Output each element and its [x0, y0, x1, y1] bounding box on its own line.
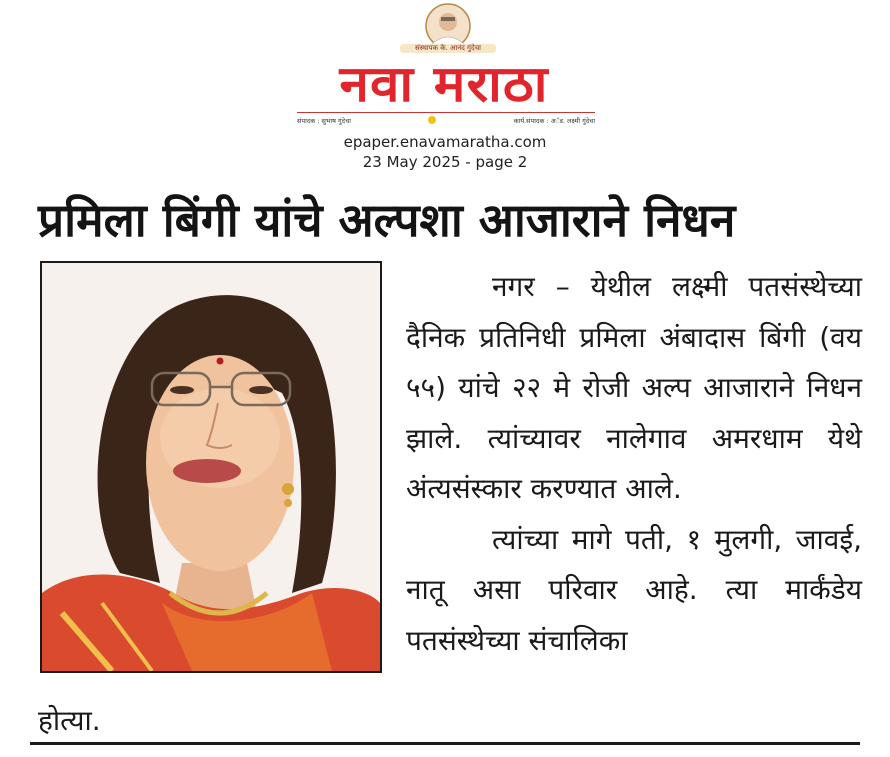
- editor-strip: [297, 112, 595, 127]
- woman-portrait-icon: [42, 263, 380, 671]
- page-divider: [30, 742, 860, 745]
- lotus-emblem-icon: [428, 116, 436, 124]
- article-body: [406, 262, 862, 666]
- editor-left: संपादक : सुभाष गुंदेचा: [297, 116, 351, 125]
- newspaper-logo: नवा मराठा: [339, 55, 549, 113]
- founder-portrait-icon: [400, 2, 496, 62]
- article-headline: प्रमिला बिंगी यांचे अल्पशा आजाराने निधन: [38, 193, 736, 247]
- newspaper-masthead: [0, 0, 890, 178]
- article-paragraph-1: नगर – येथील लक्ष्मी पतसंस्थेच्या दैनिक प्रतिनिधी प्रमिला अंबादास बिंगी (वय ५५) यांचे २२ मे रोजी अल्प आजाराने निधन झाले. त्यांच्यावर नालेगाव अमरधाम येथे अंत्यसंस्कार करण्यात आले.: [406, 270, 862, 505]
- edition-date: 23 May 2025 - page 2: [362, 153, 528, 171]
- founder-caption: संस्थापक के. आनंद गुंदेचा: [400, 44, 496, 53]
- portrait-photo: [40, 261, 382, 673]
- website-url: epaper.enavamaratha.com: [343, 133, 547, 151]
- article-paragraph-2: त्यांच्या मागे पती, १ मुलगी, जावई, नातू असा परिवार आहे. त्या मार्कंडेय पतसंस्थेच्या संचालिका: [406, 522, 862, 657]
- article-paragraph-tail: होत्या.: [38, 704, 101, 737]
- editor-right: कार्य.संपादक : अॅड. लक्ष्मी गुंदेचा: [513, 116, 595, 125]
